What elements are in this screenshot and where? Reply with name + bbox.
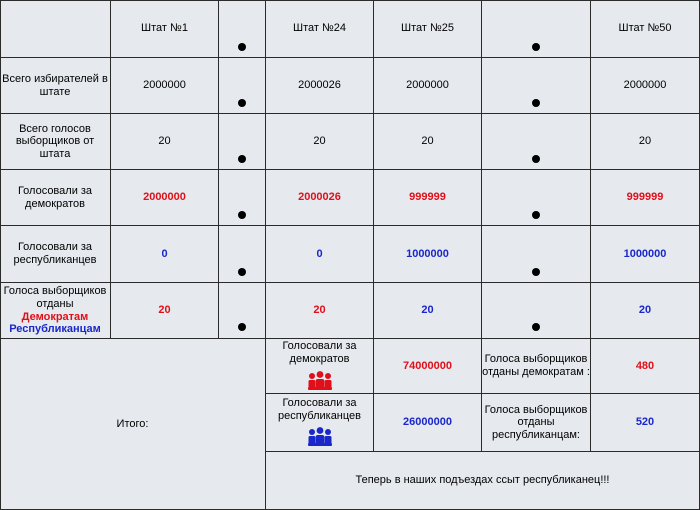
- header-corner-cell: [0, 0, 111, 58]
- cell-dem-50: [591, 170, 700, 226]
- given-label-stack: [0, 285, 110, 336]
- cell-dem-25: [374, 170, 482, 226]
- header-state24: [266, 0, 374, 58]
- header-state1: [111, 0, 219, 58]
- dot-icon: [532, 43, 540, 51]
- dot-icon: [532, 155, 540, 163]
- cell-electors-1: [111, 114, 219, 170]
- header-state25: [374, 0, 482, 58]
- rep-state1: 0: [161, 247, 168, 260]
- cell-voters-24: [266, 58, 374, 114]
- voters-state50: 2000000: [623, 79, 667, 92]
- voters-state1: 2000000: [143, 79, 186, 92]
- voters-label: Всего избирателей в штате: [2, 72, 108, 98]
- cell-rep-1: [111, 226, 219, 283]
- totals-rep-electors-label: Голоса выборщиков отданы республиканцам:: [484, 403, 588, 441]
- voters-state25: 2000000: [406, 79, 449, 92]
- dot-icon: [238, 43, 246, 51]
- header-state50-label: Штат №50: [618, 22, 672, 35]
- dot-icon: [238, 155, 246, 163]
- dot-icon: [532, 268, 540, 276]
- cell-electors-50: [591, 114, 700, 170]
- cell-given-25: [374, 283, 482, 339]
- given-rep-label: Республиканцам: [9, 323, 101, 336]
- rep-state50: 1000000: [623, 247, 667, 260]
- given-state25: 20: [421, 304, 434, 317]
- totals-rep-stack: [266, 397, 373, 448]
- row-label-given: [0, 283, 111, 339]
- dem-state25: 999999: [409, 191, 446, 204]
- dem-state50: 999999: [626, 191, 664, 204]
- dot-icon: [238, 99, 246, 107]
- cell-rep-25: [374, 226, 482, 283]
- totals-rep-votes-label: Голосовали за республиканцев: [277, 396, 362, 422]
- dot-icon: [532, 99, 540, 107]
- cell-electors-24: [266, 114, 374, 170]
- header-state25-label: Штат №25: [400, 22, 454, 35]
- rep-state25: 1000000: [406, 247, 449, 260]
- totals-dem-electors: 480: [635, 359, 655, 372]
- totals-dem-stack: [266, 340, 373, 391]
- dem-label: Голосовали за демократов: [17, 184, 93, 210]
- row-label-voters: [0, 58, 111, 114]
- given-label: Голоса выборщиков отданы: [3, 285, 107, 310]
- totals-rep-electors-cell: [591, 394, 700, 452]
- dem-state24: 2000026: [298, 191, 341, 204]
- totals-rep-electors-label-cell: [482, 394, 591, 452]
- totals-label: Итого:: [116, 417, 149, 430]
- dot-icon: [238, 323, 246, 331]
- given-state50: 20: [638, 304, 652, 317]
- totals-dem-votes: 74000000: [403, 359, 452, 372]
- electors-state50: 20: [638, 135, 652, 148]
- totals-dem-electors-label: Голоса выборщиков отданы демократам :: [482, 353, 590, 378]
- totals-rep-electors: 520: [635, 416, 655, 429]
- electors-state25: 20: [421, 135, 434, 148]
- totals-rep-votes-label-cell: [266, 394, 374, 452]
- footnote-text: Теперь в наших подъездах ссыт республиканец!!!: [355, 474, 610, 487]
- dot-icon: [238, 268, 246, 276]
- row-label-electors: [0, 114, 111, 170]
- totals-rep-votes-cell: [374, 394, 482, 452]
- cell-rep-24: [266, 226, 374, 283]
- cell-given-1: [111, 283, 219, 339]
- row-label-rep: [0, 226, 111, 283]
- footnote-cell: [266, 452, 700, 510]
- dot-icon: [532, 323, 540, 331]
- header-state1-label: Штат №1: [141, 22, 188, 35]
- totals-dem-votes-label: Голосовали за демократов: [282, 340, 357, 365]
- electors-state24: 20: [313, 135, 326, 148]
- given-dem-label: Демократам: [21, 310, 89, 323]
- people-group-icon: [307, 426, 333, 448]
- cell-dem-1: [111, 170, 219, 226]
- header-state50: [591, 0, 700, 58]
- cell-voters-1: [111, 58, 219, 114]
- cell-given-24: [266, 283, 374, 339]
- totals-dem-electors-label-cell: [482, 339, 591, 394]
- totals-dem-votes-label-cell: [266, 339, 374, 394]
- electors-state1: 20: [158, 135, 171, 148]
- voters-state24: 2000026: [298, 79, 341, 92]
- electors-label: Всего голосов выборщиков от штата: [15, 122, 95, 160]
- cell-voters-50: [591, 58, 700, 114]
- given-state1: 20: [158, 304, 171, 317]
- dot-icon: [238, 211, 246, 219]
- dot-icon: [532, 211, 540, 219]
- cell-dem-24: [266, 170, 374, 226]
- row-label-dem: [0, 170, 111, 226]
- people-group-icon: [307, 370, 333, 392]
- given-state24: 20: [313, 304, 326, 317]
- rep-state24: 0: [316, 247, 323, 260]
- cell-rep-50: [591, 226, 700, 283]
- rep-label: Голосовали за республиканцев: [13, 241, 97, 266]
- cell-given-50: [591, 283, 700, 339]
- totals-dem-votes-cell: [374, 339, 482, 394]
- cell-electors-25: [374, 114, 482, 170]
- totals-label-cell: [0, 339, 266, 510]
- dem-state1: 2000000: [143, 191, 186, 204]
- cell-voters-25: [374, 58, 482, 114]
- header-state24-label: Штат №24: [292, 22, 346, 35]
- totals-rep-votes: 26000000: [403, 416, 452, 429]
- totals-dem-electors-cell: [591, 339, 700, 394]
